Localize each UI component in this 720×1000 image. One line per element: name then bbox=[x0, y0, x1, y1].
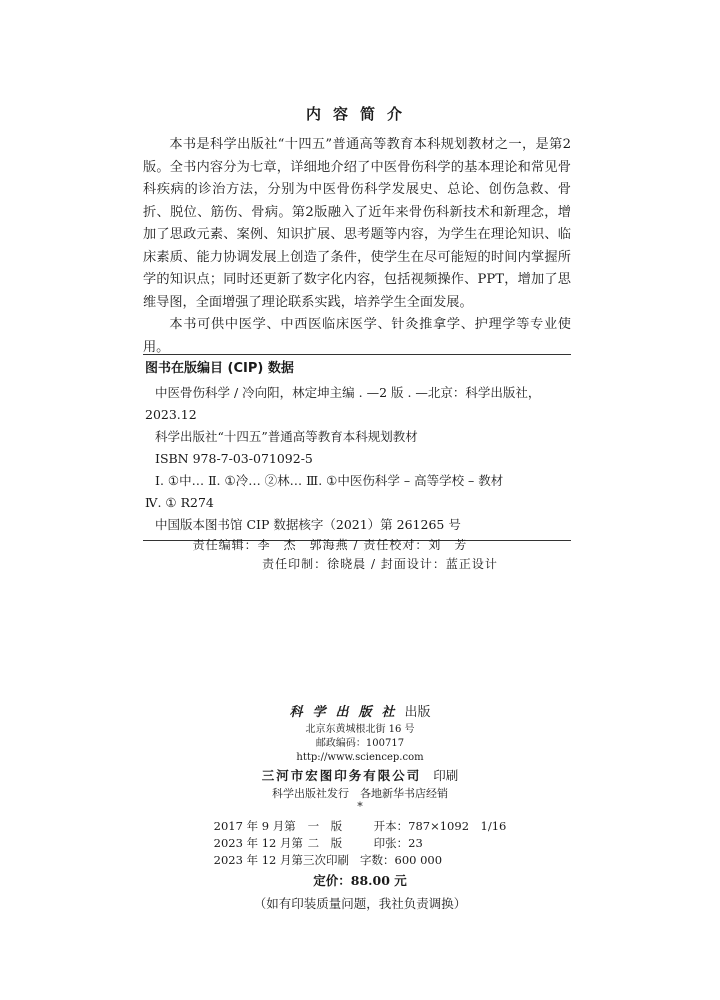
cip-line: 2023.12 bbox=[145, 407, 197, 422]
publisher-line bbox=[0, 703, 720, 723]
editor-credit: 责任编辑：李 杰 郭海燕 / 责任校对：刘 芳 bbox=[192, 538, 468, 552]
edition-detail: 印张：23 bbox=[373, 836, 423, 850]
publisher-postcode: 邮政编码：100717 bbox=[315, 738, 405, 749]
summary-paragraph: 本书是科学出版社“十四五”普通高等教育本科规划教材之一，是第2版。全书内容分为七章，详细地介绍了中医骨伤科学的基本理论和常见骨科疾病的诊治方法，分别为中医骨伤科学发展史、总论、创伤急救、骨折、脱位、筋伤、骨病。第2版融入了近年来骨伤科新技术和新理念，增加了思政元素、案例、知识扩展、思考题等内容，为学生在理论知识、临床素质、能力协调发展上创造了条件，使学生在尽可能短的时间内掌握所学的知识点；同时还更新了数字化内容，包括视频操作、PPT，增加了思维导图，全面增强了理论联系实践，培养学生全面发展。 bbox=[143, 137, 571, 310]
cip-title: 图书在版编目 (CIP) 数据 bbox=[145, 361, 294, 376]
publisher-name: 科学出版社 bbox=[289, 705, 405, 720]
cip-line: 中医骨伤科学 / 冷向阳，林定坤主编 . —2 版 . —北京：科学出版社， bbox=[155, 385, 541, 400]
printer-line bbox=[0, 766, 720, 786]
publish-word: 出版 bbox=[404, 705, 431, 720]
edition-row bbox=[214, 852, 507, 869]
edition-date: 2023 年 12 月第 bbox=[213, 836, 304, 850]
separator-star: * bbox=[357, 800, 363, 813]
cip-line: Ⅳ. ① R274 bbox=[145, 495, 214, 510]
edition-row bbox=[214, 818, 507, 835]
distribution-line: 科学出版社发行 各地新华书店经销 bbox=[272, 787, 448, 800]
cip-line: ISBN 978-7-03-071092-5 bbox=[155, 451, 313, 466]
edition-detail: 开本：787×1092 1/16 bbox=[373, 819, 507, 833]
summary-title: 内容简介 bbox=[305, 105, 414, 123]
publisher-website: http://www.sciencep.com bbox=[296, 752, 424, 763]
edition-kind: 一 版 bbox=[307, 819, 343, 833]
responsibility-credits bbox=[0, 536, 720, 574]
edition-date: 2017 年 9 月第 bbox=[213, 819, 296, 833]
cip-line: Ⅰ. ①中… Ⅱ. ①冷… ②林… Ⅲ. ①中医伤科学 – 高等学校 – 教材 bbox=[155, 473, 504, 488]
publisher-address: 北京东黄城根北街 16 号 bbox=[305, 724, 415, 735]
cip-line: 中国版本图书馆 CIP 数据核字（2021）第 261265 号 bbox=[155, 517, 461, 532]
edition-detail: 字数：600 000 bbox=[360, 853, 443, 867]
production-credit: 责任印制：徐晓晨 / 封面设计：蓝正设计 bbox=[262, 557, 498, 571]
divider bbox=[143, 354, 571, 355]
edition-kind: 二 版 bbox=[307, 836, 343, 850]
printer-name: 三河市宏图印务有限公司 bbox=[261, 768, 422, 783]
edition-date: 2023 年 12 月第三次印刷 bbox=[213, 853, 350, 867]
summary-body bbox=[143, 134, 571, 359]
colophon bbox=[0, 703, 720, 915]
edition-table bbox=[214, 818, 507, 869]
cip-line: 科学出版社“十四五”普通高等教育本科规划教材 bbox=[155, 429, 418, 444]
cip-block bbox=[143, 354, 571, 541]
price: 定价：88.00 元 bbox=[313, 873, 407, 888]
summary-paragraph: 本书可供中医学、中西医临床医学、针灸推拿学、护理学等专业使用。 bbox=[143, 317, 571, 355]
print-word: 印刷 bbox=[433, 768, 459, 783]
edition-row bbox=[214, 835, 507, 852]
quality-notice: （如有印装质量问题，我社负责调换） bbox=[253, 896, 467, 911]
